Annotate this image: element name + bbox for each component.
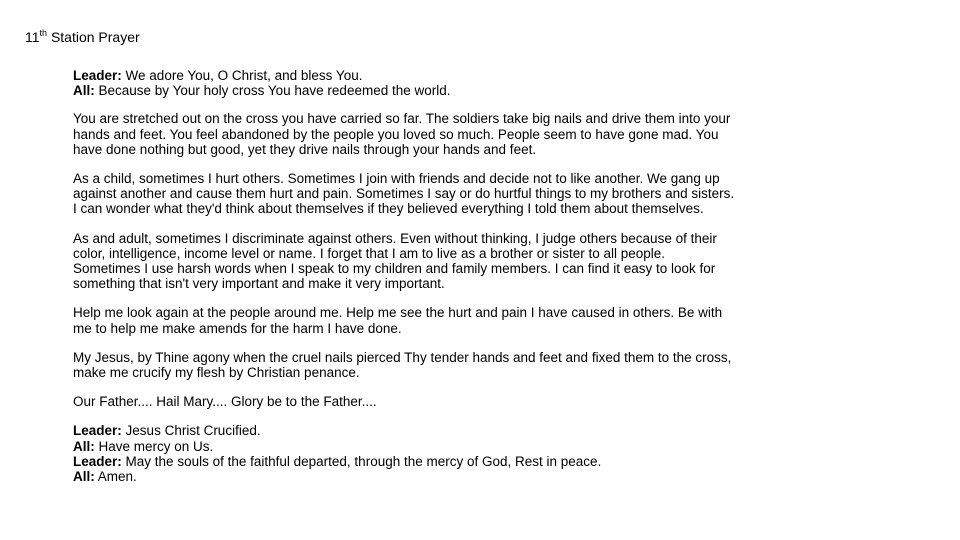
paragraph-line: You are stretched out on the cross you have carried so far. The soldiers take big nails and drive them into your <box>73 111 731 127</box>
paragraph-line: something that isn't very important and make it very important. <box>73 276 445 292</box>
standard-prayers <box>73 394 933 409</box>
station-number: 11 <box>25 29 40 45</box>
prayer-body <box>73 68 933 498</box>
paragraph-line: hands and feet. You feel abandoned by the people you loved so much. People seem to have gone mad. You <box>73 126 719 142</box>
speaker-label: All: <box>73 469 95 485</box>
meditation-paragraph <box>73 111 933 157</box>
speaker-label: All: <box>73 438 95 454</box>
response-text: Because by Your holy cross You have redeemed the world. <box>98 83 451 99</box>
speaker-label: Leader: <box>73 453 122 469</box>
paragraph-line: have done nothing but good, yet they drive nails through your hands and feet. <box>73 141 537 157</box>
reflection-child-paragraph <box>73 171 933 217</box>
response-line <box>73 423 933 438</box>
paragraph-line: against another and cause them hurt and pain. Sometimes I say or do hurtful things to my brothers and sisters. <box>73 186 735 202</box>
response-line <box>73 439 933 454</box>
paragraph-line: me to help me make amends for the harm I have done. <box>73 320 402 336</box>
response-line <box>73 83 933 98</box>
response-text: Have mercy on Us. <box>98 438 214 454</box>
title-text: Station Prayer <box>50 29 140 45</box>
response-text: May the souls of the faithful departed, through the mercy of God, Rest in peace. <box>125 453 602 469</box>
opening-responses <box>73 68 933 98</box>
petition-paragraph <box>73 305 933 335</box>
ordinal-suffix: th <box>39 28 48 38</box>
speaker-label: All: <box>73 83 95 99</box>
response-line <box>73 68 933 83</box>
paragraph-line: As and adult, sometimes I discriminate against others. Even without thinking, I judge others because of their <box>73 230 717 246</box>
response-text: We adore You, O Christ, and bless You. <box>125 68 363 83</box>
paragraph-line: make me crucify my flesh by Christian penance. <box>73 365 360 381</box>
reflection-adult-paragraph <box>73 231 933 292</box>
paragraph-line: color, intelligence, income level or name. I forget that I am to live as a brother or sister to all people. <box>73 245 666 261</box>
closing-responses <box>73 423 933 484</box>
prayer-paragraph <box>73 350 933 380</box>
response-text: Jesus Christ Crucified. <box>125 423 261 439</box>
paragraph-line: Our Father.... Hail Mary.... Glory be to the Father.... <box>73 394 377 410</box>
response-text: Amen. <box>97 469 137 485</box>
page-title <box>25 28 140 46</box>
paragraph-line: My Jesus, by Thine agony when the cruel nails pierced Thy tender hands and feet and fixed them to the cross, <box>73 349 732 365</box>
speaker-label: Leader: <box>73 68 122 83</box>
response-line <box>73 454 933 469</box>
paragraph-line: Sometimes I use harsh words when I speak to my children and family members. I can find it easy to look for <box>73 261 716 277</box>
paragraph-line: Help me look again at the people around me. Help me see the hurt and pain I have caused in others. Be with <box>73 305 723 321</box>
response-line <box>73 469 933 484</box>
paragraph-line: I can wonder what they'd think about themselves if they believed everything I told them about themselves. <box>73 201 704 217</box>
speaker-label: Leader: <box>73 423 122 439</box>
paragraph-line: As a child, sometimes I hurt others. Sometimes I join with friends and decide not to like another. We gang up <box>73 171 720 187</box>
